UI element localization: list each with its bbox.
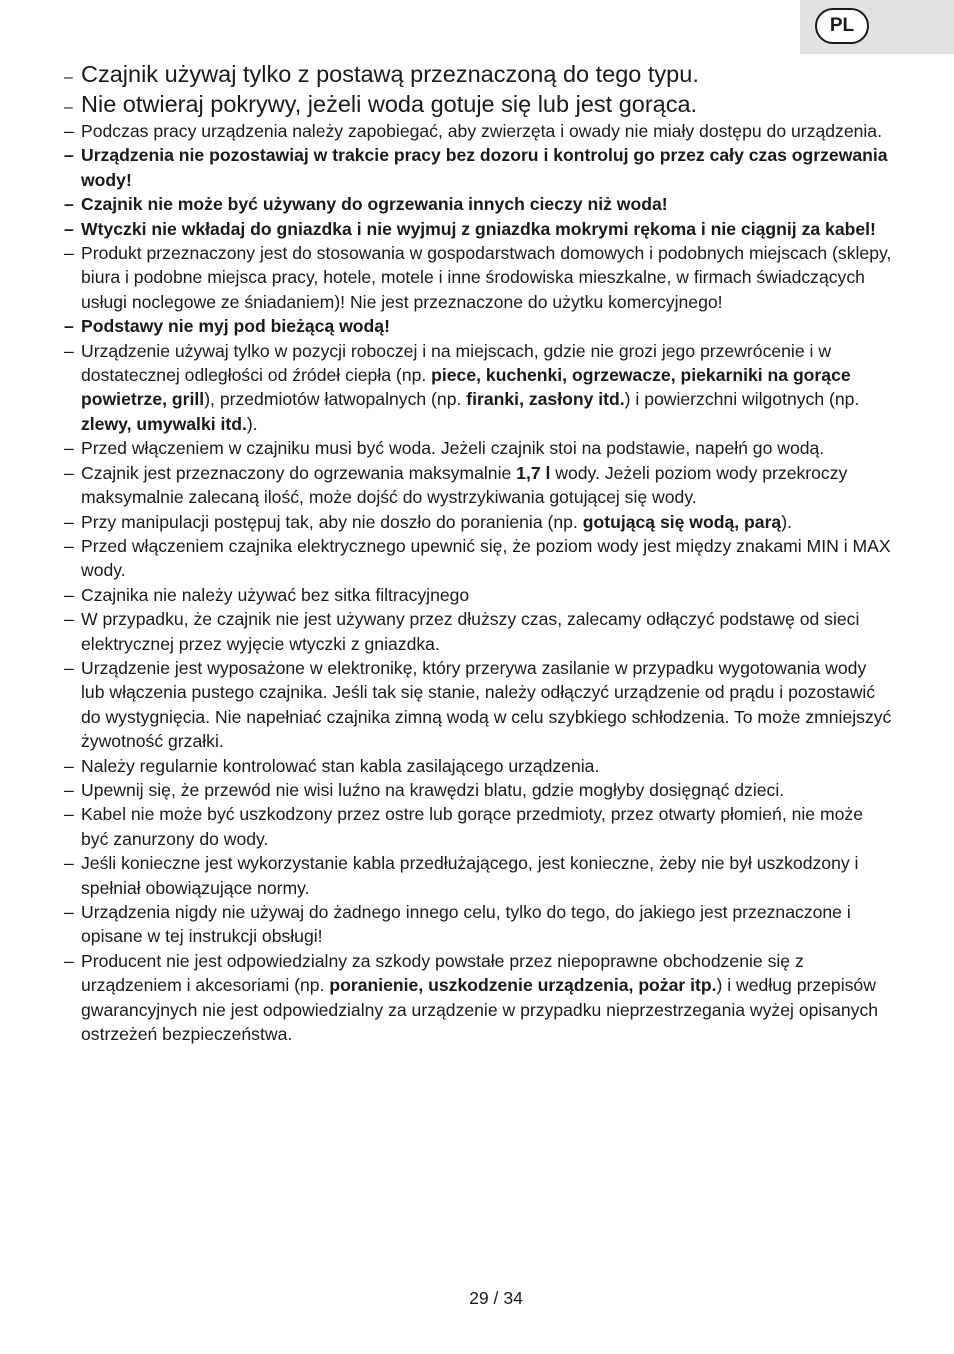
instruction-item [64,90,894,120]
list-dash: – [64,194,74,215]
instruction-text: Producent nie jest odpowiedzialny za szkody powstałe przez niepoprawne obchodzenie się z urządzeniem i akcesoriami (np. [81,950,804,996]
instruction-text: Przy manipulacji postępuj tak, aby nie doszło do poranienia (np. [81,511,583,532]
instruction-item [64,754,894,778]
list-dash: – [64,853,74,874]
instruction-item [64,778,894,802]
list-dash: – [64,902,74,922]
instruction-item [64,583,894,607]
instruction-text: Nie otwieraj pokrywy, jeżeli woda gotuje się lub jest gorąca. [81,90,698,117]
instruction-text: ) i powierzchni wilgotnych (np. [624,389,860,410]
instruction-text: Urządzenia nigdy nie używaj do żadnego innego celu, tylko do tego, do jakiego jest przeznaczone i opisane w tej instrukcji obsługi! [81,902,851,947]
instruction-text: Jeśli konieczne jest wykorzystanie kabla przedłużającego, jest konieczne, żeby nie był uszkodzony i spełniał obowiązujące normy. [81,853,859,898]
instruction-text: Urządzenie używaj tylko w pozycji roboczej i na miejscach, gdzie nie grozi jego przewrócenie i w dostatecznej odległości od źródeł ciepła (np. [81,340,832,386]
list-dash: – [64,950,74,971]
emphasis-text: 1,7 l [516,462,551,483]
list-dash: – [64,145,74,166]
instruction-item [64,339,894,437]
list-dash: – [64,121,74,141]
instruction-text: Należy regularnie kontrolować stan kabla zasilającego urządzenia. [81,755,600,776]
language-badge: PL [815,8,869,44]
list-dash: – [64,316,74,337]
instruction-item [64,314,894,338]
instruction-text: Podstawy nie myj pod bieżącą wodą! [81,316,390,337]
list-dash: – [64,340,74,361]
emphasis-text: firanki, zasłony itd. [466,389,625,410]
list-dash: – [64,218,74,239]
list-dash: – [64,584,74,605]
instruction-item [64,656,894,754]
instruction-item [64,900,894,949]
list-dash: – [64,535,74,556]
emphasis-text: poranienie, uszkodzenie urządzenia, pożar itp. [329,975,717,996]
emphasis-text: zlewy, umywalki itd. [81,413,247,434]
emphasis-text: gotującą się wodą, parą [582,511,782,532]
list-dash: – [64,511,74,532]
instruction-text: Urządzenie jest wyposażone w elektronikę, który przerywa zasilanie w przypadku wygotowania wody lub włączenia pustego czajnika. Jeśli tak się stanie, należy odłączyć urządzenie od prądu i pozostawić do wystygnięcia. Nie napełniać czajnika zimną wodą w celu szybkiego schłodzenia. To może zmniejszyć żywotność grzałki. [81,657,892,752]
list-dash: – [64,69,73,86]
instruction-item [64,192,894,216]
list-dash: – [64,462,74,483]
instruction-item [64,851,894,900]
instruction-item [64,119,894,143]
instruction-text: W przypadku, że czajnik nie jest używany przez dłuższy czas, zalecamy odłączyć podstawę od sieci elektrycznej przez wyjęcie wtyczki z gniazdka. [81,609,860,654]
instruction-text: Kabel nie może być uszkodzony przez ostre lub gorące przedmioty, przez otwarty płomień, nie może być zanurzony do wody. [81,804,863,849]
list-dash: – [64,609,74,630]
language-tab [800,0,954,54]
instruction-item [64,241,894,314]
instruction-text: Czajnik używaj tylko z postawą przeznaczoną do tego typu. [81,61,699,87]
instruction-item [64,802,894,851]
instruction-item [64,510,894,534]
list-dash: – [64,243,74,264]
list-dash: – [64,779,74,800]
instruction-item [64,217,894,241]
list-dash: – [64,804,74,825]
safety-instructions-list [64,60,894,1046]
instruction-item [64,949,894,1047]
instruction-text: Czajnik jest przeznaczony do ogrzewania maksymalnie [81,462,517,483]
instruction-text: ). [781,511,792,532]
instruction-text: Przed włączeniem w czajniku musi być woda. Jeżeli czajnik stoi na podstawie, napełń go wodą. [81,438,825,459]
instruction-text: Czajnika nie należy używać bez sitka filtracyjnego [81,584,470,605]
instruction-text: Przed włączeniem czajnika elektrycznego upewnić się, że poziom wody jest między znakami MIN i MAX wody. [81,535,891,581]
instruction-item [64,607,894,656]
instruction-text: ), przedmiotów łatwopalnych (np. [204,389,467,410]
instruction-item [64,534,894,583]
list-dash: – [64,438,74,459]
instruction-item [64,143,894,192]
instruction-text: Czajnik nie może być używany do ogrzewania innych cieczy niż woda! [81,194,668,215]
list-dash: – [64,755,74,776]
list-dash: – [64,657,74,678]
instruction-text: Upewnij się, że przewód nie wisi luźno na krawędzi blatu, gdzie mogłyby dosięgnąć dzieci. [81,779,785,800]
instruction-item [64,436,894,460]
instruction-text: ). [246,413,258,434]
instruction-text: ) i według przepisów gwarancyjnych nie jest odpowiedzialny za urządzenie w przypadku nieprzestrzegania wyżej opisanych ostrzeżeń bezpieczeństwa. [81,975,879,1045]
instruction-item [64,461,894,510]
emphasis-text: piece, kuchenki, ogrzewacze, piekarniki na gorące powietrze, grill [81,365,851,410]
instruction-item [64,60,894,90]
instruction-text: Produkt przeznaczony jest do stosowania w gospodarstwach domowych i podobnych miejscach (sklepy, biura i podobne miejsca pracy, hotele, motele i inne środowiska mieszkalne, w firmach świadczących usługi noclegowe ze śniadaniem)! Nie jest przeznaczone do użytku komercyjnego! [81,243,892,312]
instruction-text: Podczas pracy urządzenia należy zapobiegać, aby zwierzęta i owady nie miały dostępu do urządzenia. [81,121,882,141]
instruction-text: Wtyczki nie wkładaj do gniazdka i nie wyjmuj z gniazdka mokrymi rękoma i nie ciągnij za kabel! [81,218,876,239]
instruction-text: Urządzenia nie pozostawiaj w trakcie pracy bez dozoru i kontroluj go przez cały czas ogrzewania wody! [81,145,888,190]
instruction-text: wody. Jeżeli poziom wody przekroczy maksymalnie zalecaną ilość, może dojść do wystrzykiwania gotującej się wody. [81,462,848,508]
list-dash: – [64,98,73,116]
page-number: 29 / 34 [469,1288,523,1308]
